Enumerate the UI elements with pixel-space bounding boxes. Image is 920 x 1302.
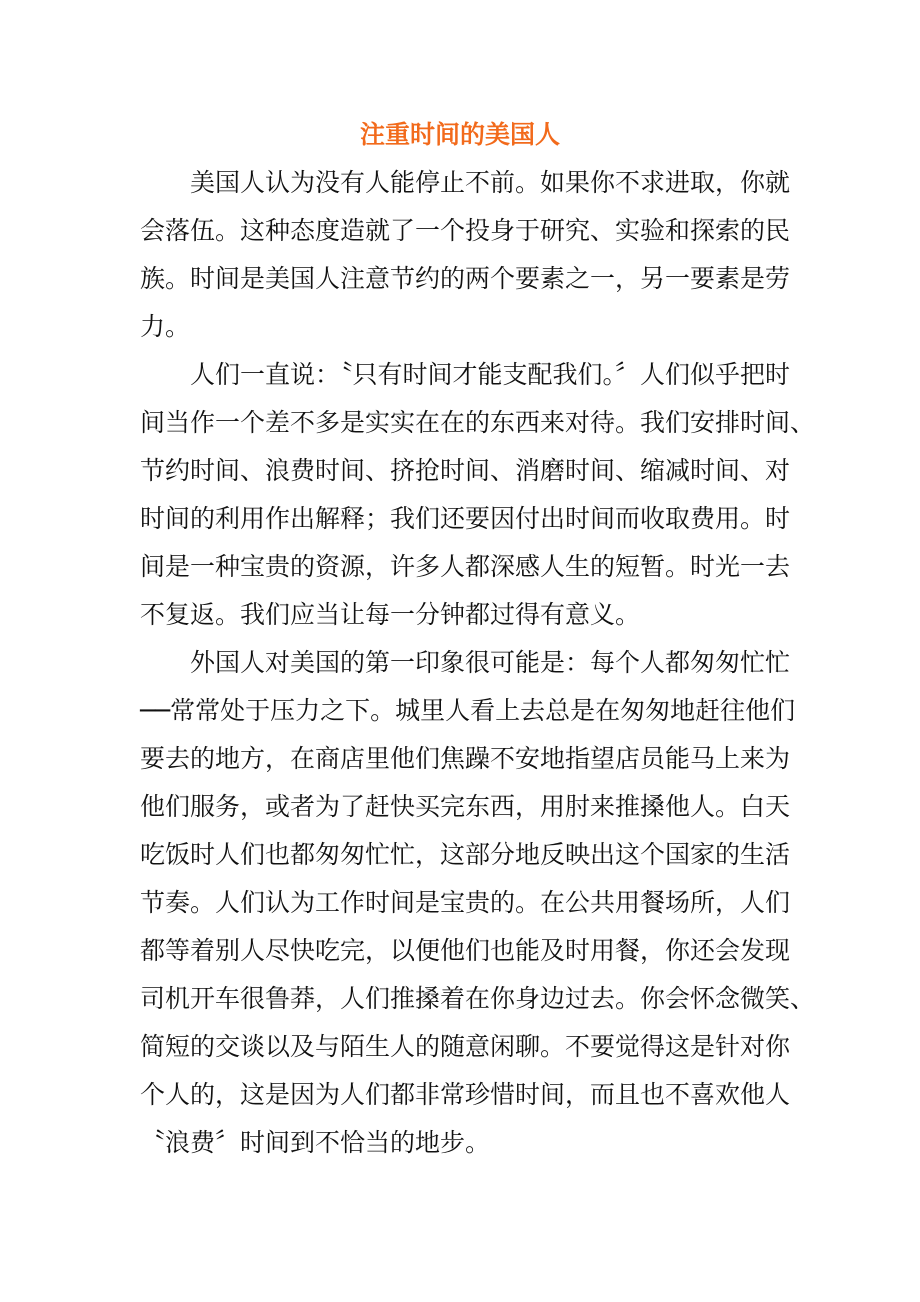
paragraph — [140, 159, 791, 351]
paragraph-line: 〝浪费〞时间到不恰当的地步。 — [140, 1128, 491, 1157]
paragraph — [140, 639, 816, 1167]
paragraph-line: 不复返。我们应当让每一分钟都过得有意义。 — [140, 600, 641, 629]
paragraph-line: 简短的交谈以及与陌生人的随意闲聊。不要觉得这是针对你 — [140, 1032, 791, 1061]
paragraph-line: 他们服务，或者为了赶快买完东西，用肘来推搡他人。白天 — [140, 792, 791, 821]
paragraph-line: 间是一种宝贵的资源，许多人都深感人生的短暂。时光一去 — [140, 552, 791, 581]
paragraph-line: 司机开车很鲁莽，人们推搡着在你身边过去。你会怀念微笑、 — [140, 984, 816, 1013]
paragraph-line: 时间的利用作出解释；我们还要因付出时间而收取费用。时 — [140, 504, 791, 533]
document-body — [140, 111, 816, 1167]
paragraph-line: ──常常处于压力之下。城里人看上去总是在匆匆地赶往他们 — [140, 696, 796, 725]
document-title: 注重时间的美国人 — [359, 120, 560, 149]
paragraph-line: 外国人对美国的第一印象很可能是：每个人都匆匆忙忙 — [190, 648, 791, 677]
paragraph-line: 间当作一个差不多是实实在在的东西来对待。我们安排时间、 — [140, 408, 816, 437]
paragraph-line: 都等着别人尽快吃完，以便他们也能及时用餐，你还会发现 — [140, 936, 791, 965]
paragraph-line: 节奏。人们认为工作时间是宝贵的。在公共用餐场所，人们 — [140, 888, 791, 917]
paragraph — [140, 351, 816, 639]
paragraph-line: 节约时间、浪费时间、挤抢时间、消磨时间、缩减时间、对 — [140, 456, 791, 485]
paragraph-line: 美国人认为没有人能停止不前。如果你不求进取，你就 — [190, 168, 791, 197]
paragraph-line: 族。时间是美国人注意节约的两个要素之一，另一要素是劳 — [140, 264, 791, 293]
paragraph-line: 个人的，这是因为人们都非常珍惜时间，而且也不喜欢他人 — [140, 1080, 791, 1109]
paragraph-line: 要去的地方，在商店里他们焦躁不安地指望店员能马上来为 — [140, 744, 791, 773]
paragraph-line: 人们一直说：〝只有时间才能支配我们。〞人们似乎把时 — [190, 360, 791, 389]
paragraph-line: 吃饭时人们也都匆匆忙忙，这部分地反映出这个国家的生活 — [140, 840, 791, 869]
paragraph-line: 力。 — [140, 312, 191, 341]
paragraph-line: 会落伍。这种态度造就了一个投身于研究、实验和探索的民 — [140, 216, 791, 245]
